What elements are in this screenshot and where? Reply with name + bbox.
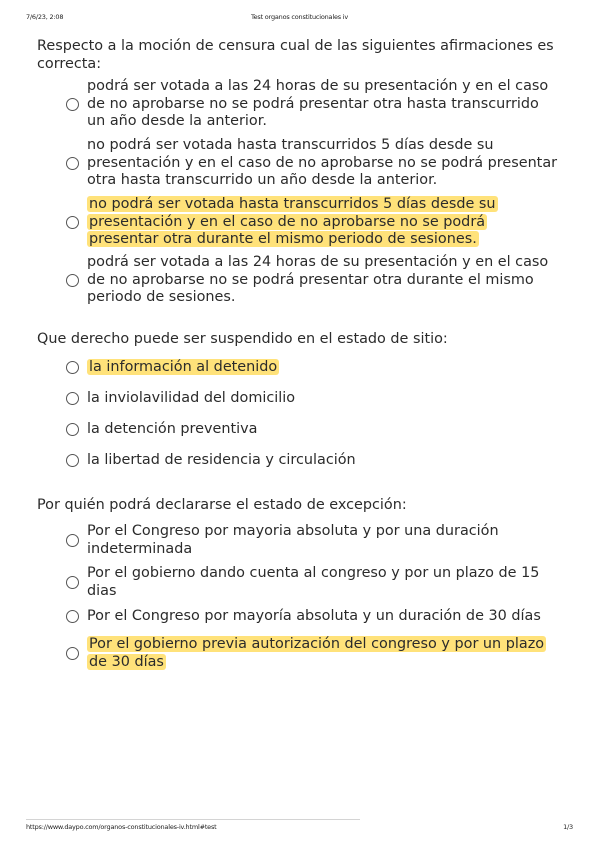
radio-button[interactable] bbox=[66, 534, 79, 547]
option-label: Por el Congreso por mayoria absoluta y por una duración indeterminada bbox=[87, 523, 499, 557]
option-label: Por el gobierno dando cuenta al congreso y por un plazo de 15 dias bbox=[87, 565, 540, 599]
page-number: 1/3 bbox=[563, 823, 573, 831]
option-1-4[interactable] bbox=[66, 254, 566, 307]
footer-url[interactable]: https://www.daypo.com/organos-constitucionales-iv.html#test bbox=[26, 823, 217, 831]
option-2-1[interactable] bbox=[66, 359, 566, 377]
option-3-1[interactable] bbox=[66, 523, 566, 558]
question-3: Por quién podrá declararse el estado de excepción: bbox=[37, 497, 407, 513]
option-label: podrá ser votada a las 24 horas de su presentación y en el caso de no aprobarse no se podrá presentar otra hasta transcurrido un año desde la anterior. bbox=[87, 78, 549, 129]
question-2: Que derecho puede ser suspendido en el estado de sitio: bbox=[37, 331, 448, 347]
question-1: Respecto a la moción de censura cual de las siguientes afirmaciones es correcta: bbox=[37, 38, 554, 72]
option-2-4[interactable] bbox=[66, 452, 566, 470]
radio-button[interactable] bbox=[66, 423, 79, 436]
footer-divider bbox=[26, 819, 360, 820]
option-3-2[interactable] bbox=[66, 565, 566, 600]
radio-button[interactable] bbox=[66, 157, 79, 170]
radio-button[interactable] bbox=[66, 361, 79, 374]
option-label-highlighted: no podrá ser votada hasta transcurridos 5 días desde su presentación y en el caso de no aprobarse no se podrá presentar otra durante el mismo periodo de sesiones. bbox=[89, 196, 496, 247]
radio-button[interactable] bbox=[66, 216, 79, 229]
option-1-3[interactable] bbox=[66, 196, 566, 249]
option-2-2[interactable] bbox=[66, 390, 566, 408]
option-label-highlighted: la información al detenido bbox=[89, 359, 278, 375]
radio-button[interactable] bbox=[66, 392, 79, 405]
print-datetime: 7/6/23, 2:08 bbox=[26, 13, 64, 21]
option-label: la detención preventiva bbox=[87, 421, 258, 437]
radio-button[interactable] bbox=[66, 610, 79, 623]
option-label: Por el Congreso por mayoría absoluta y un duración de 30 días bbox=[87, 608, 541, 624]
option-3-4[interactable] bbox=[66, 636, 566, 671]
option-label: la libertad de residencia y circulación bbox=[87, 452, 356, 468]
option-1-2[interactable] bbox=[66, 137, 566, 190]
option-label: podrá ser votada a las 24 horas de su presentación y en el caso de no aprobarse no se podrá presentar otra durante el mismo periodo de sesiones. bbox=[87, 254, 549, 305]
radio-button[interactable] bbox=[66, 647, 79, 660]
radio-button[interactable] bbox=[66, 274, 79, 287]
radio-button[interactable] bbox=[66, 454, 79, 467]
option-label: la inviolavilidad del domicilio bbox=[87, 390, 296, 406]
option-1-1[interactable] bbox=[66, 78, 566, 131]
option-2-3[interactable] bbox=[66, 421, 566, 439]
radio-button[interactable] bbox=[66, 576, 79, 589]
option-3-3[interactable] bbox=[66, 608, 566, 626]
radio-button[interactable] bbox=[66, 98, 79, 111]
option-label-highlighted: Por el gobierno previa autorización del congreso y por un plazo de 30 días bbox=[89, 636, 545, 670]
print-title: Test organos constitucionales iv bbox=[250, 13, 349, 21]
option-label: no podrá ser votada hasta transcurridos 5 días desde su presentación y en el caso de no aprobarse no se podrá presentar otra hasta transcurrido un año desde la anterior. bbox=[87, 137, 558, 188]
